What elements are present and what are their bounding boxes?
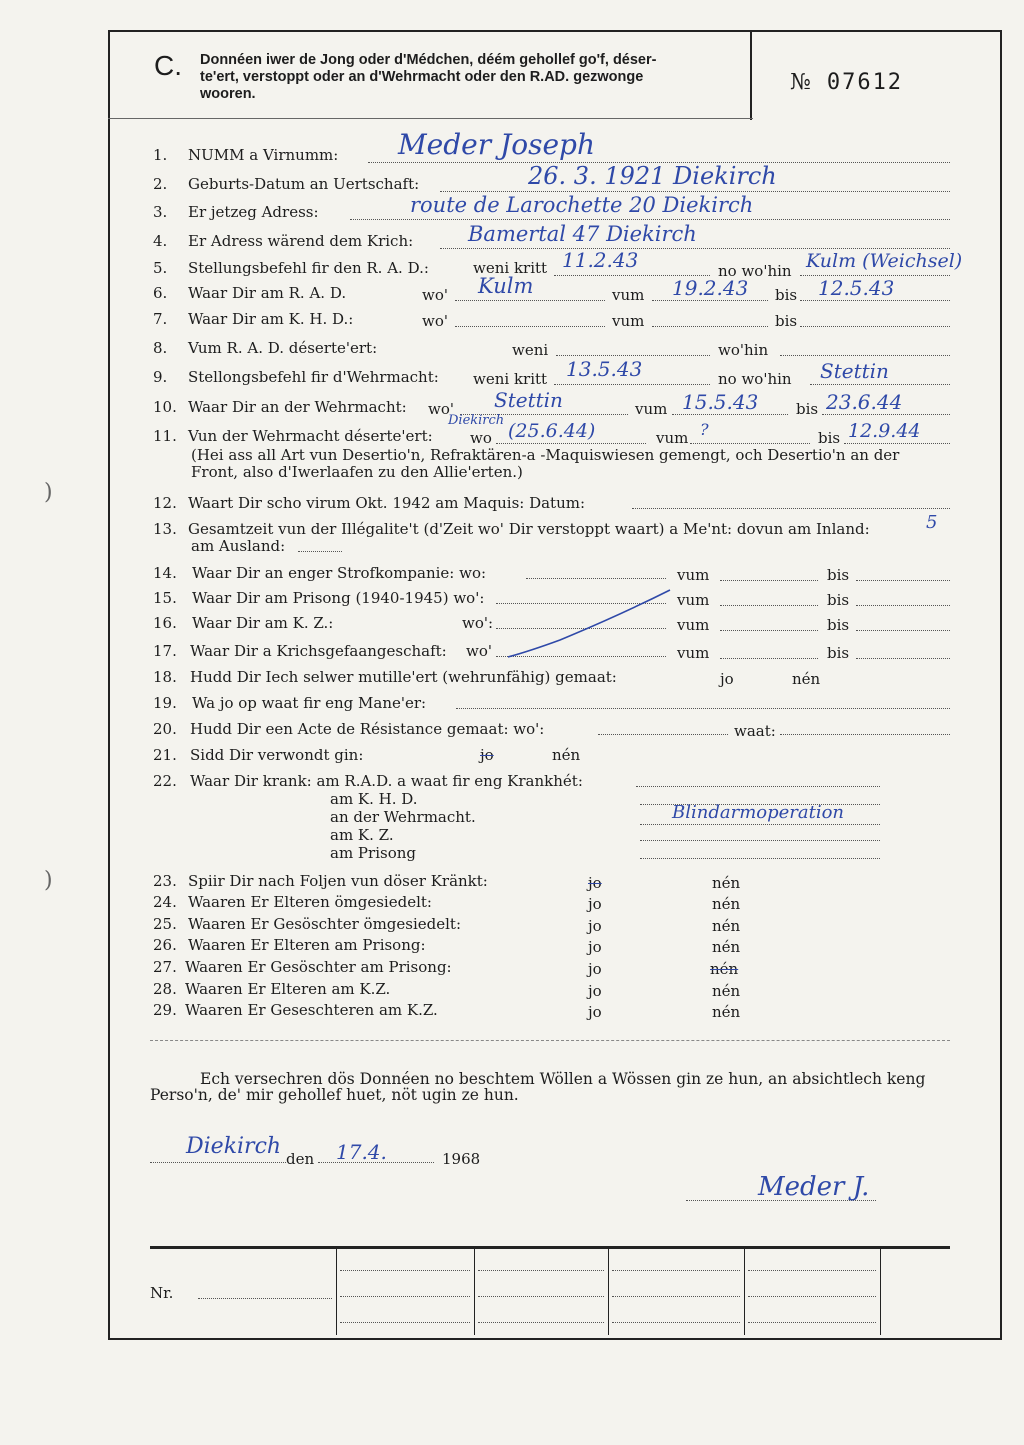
wehrmacht-order-date: 13.5.43: [566, 357, 643, 381]
where-label: wo': [422, 312, 448, 330]
table-top-border: [150, 1246, 950, 1249]
dotted-line: [612, 1296, 740, 1297]
abroad-label: am Ausland:: [191, 537, 286, 555]
until-label: bis: [796, 400, 819, 418]
binder-hole-mark: ): [44, 480, 53, 505]
resistance-label: Hudd Dir een Acte de Résistance gemaat: wo':: [190, 720, 545, 738]
what-label: waat:: [734, 722, 776, 740]
table-column-divider: [336, 1249, 337, 1335]
dotted-line: [612, 1270, 740, 1271]
date-value: 17.4.: [336, 1140, 387, 1164]
dotted-line: [748, 1322, 876, 1323]
dotted-line: [456, 708, 950, 709]
dotted-line: [496, 443, 646, 444]
no-option: nén: [712, 895, 741, 913]
siblings-prison-label: Waaren Er Gesöschter am Prisong:: [185, 958, 452, 976]
where-label: no wo'hin: [718, 370, 792, 388]
dotted-line: [340, 1270, 470, 1271]
desert-date: (25.6.44): [508, 420, 596, 442]
declaration-line-1: Ech versechren dös Donnéen no beschtem Wöllen a Wössen gin ze hun, an absichtlech keng: [200, 1070, 926, 1088]
yes-option: jo: [588, 960, 602, 978]
dotted-line: [856, 630, 950, 631]
row-number: 24.: [153, 893, 177, 911]
dotted-line: [478, 1296, 604, 1297]
address-value: route de Larochette 20 Diekirch: [410, 193, 754, 217]
row-number: 16.: [153, 614, 177, 632]
kz-label: Waar Dir am K. Z.:: [192, 614, 334, 632]
row-number: 1.: [153, 146, 168, 164]
until-label: bis: [775, 286, 798, 304]
row-number: 7.: [153, 310, 168, 328]
desertion-note-2: Front, also d'Iwerlaafen zu den Allie'erten.): [191, 463, 523, 481]
from-label: vum: [677, 591, 710, 609]
name-label: NUMM a Virnumm:: [188, 146, 339, 164]
dotted-line: [455, 300, 605, 301]
row-number: 11.: [153, 427, 177, 445]
dotted-line: [478, 1270, 604, 1271]
when-label: weni kritt: [473, 370, 548, 388]
dotted-line: [652, 300, 768, 301]
den-label: den: [286, 1150, 315, 1168]
until-label: bis: [775, 312, 798, 330]
wehrmacht-desert-label: Vun der Wehrmacht déserte'ert:: [188, 427, 433, 445]
rad-desert-label: Vum R. A. D. déserte'ert:: [188, 339, 378, 357]
where-label: no wo'hin: [718, 262, 792, 280]
dotted-line: [198, 1298, 332, 1299]
from-label: vum: [677, 566, 710, 584]
consequences-label: Spiir Dir nach Foljen vun döser Kränkt:: [188, 872, 488, 890]
name-value: Meder Joseph: [398, 128, 595, 161]
row-number: 15.: [153, 589, 177, 607]
dotted-line: [340, 1322, 470, 1323]
dotted-line: [690, 443, 810, 444]
declaration-line-2: Perso'n, de' mir gehollef huet, nöt ugin ze hun.: [150, 1086, 519, 1104]
from-label: vum: [612, 286, 645, 304]
sick-prison: am Prisong: [330, 844, 416, 862]
war-address-line: [440, 248, 950, 249]
no-option: nén: [712, 982, 741, 1000]
row-number: 20.: [153, 720, 177, 738]
until-label: bis: [827, 591, 850, 609]
rad-place: Kulm: [478, 274, 534, 298]
header-divider: [750, 30, 752, 120]
dotted-line: [720, 605, 818, 606]
no-option: nén: [792, 670, 821, 688]
binder-hole-mark: ): [44, 868, 53, 893]
no-option-struck: nén: [710, 960, 739, 978]
dotted-line: [844, 443, 950, 444]
row-number: 22.: [153, 772, 177, 790]
cross-out-stroke: [500, 585, 680, 660]
row-number: 17.: [153, 642, 177, 660]
row-number: 27.: [153, 958, 177, 976]
illegality-inland-value: 5: [926, 512, 938, 533]
dotted-line: [526, 578, 666, 579]
table-column-divider: [744, 1249, 745, 1335]
row-number: 14.: [153, 564, 177, 582]
row-number: 23.: [153, 872, 177, 890]
row-number: 21.: [153, 746, 177, 764]
yes-option-struck: jo: [588, 874, 602, 892]
dotted-line: [720, 630, 818, 631]
dotted-line: [652, 326, 768, 327]
illegality-label: Gesamtzeit vun der Illégalite't (d'Zeit wo' Dir verstoppt waart) a Me'nt: dovun am Inland:: [188, 520, 870, 538]
dotted-line: [340, 1296, 470, 1297]
yes-option: jo: [720, 670, 734, 688]
row-number: 10.: [153, 398, 177, 416]
dotted-line: [748, 1296, 876, 1297]
yes-option: jo: [588, 1003, 602, 1021]
war-address-value: Bamertal 47 Diekirch: [468, 222, 697, 246]
dotted-line: [478, 1322, 604, 1323]
maquis-label: Waart Dir scho virum Okt. 1942 am Maquis: Datum:: [188, 494, 586, 512]
sick-wehrmacht-value: Blindarmoperation: [672, 802, 845, 823]
dotted-line: [810, 384, 950, 385]
dotted-line: [640, 824, 880, 825]
row-number: 18.: [153, 668, 177, 686]
row-number: 28.: [153, 980, 177, 998]
wehrmacht-place: Stettin: [494, 388, 563, 412]
dotted-line: [780, 355, 950, 356]
row-number: 9.: [153, 368, 168, 386]
until-label: bis: [827, 616, 850, 634]
no-option: nén: [552, 746, 581, 764]
rad-label: Waar Dir am R. A. D.: [188, 284, 347, 302]
sick-wehrmacht: an der Wehrmacht.: [330, 808, 476, 826]
rad-order-date: 11.2.43: [562, 248, 639, 272]
sick-label: Waar Dir krank: am R.A.D. a waat fir eng Krankhét:: [190, 772, 583, 790]
desert-place: Diekirch: [448, 413, 505, 428]
place-value: Diekirch: [186, 1134, 282, 1159]
war-address-label: Er Adress wärend dem Krich:: [188, 232, 414, 250]
row-number: 3.: [153, 203, 168, 221]
where-label: wo': [466, 642, 492, 660]
parents-resettled-label: Waaren Er Elteren ömgesiedelt:: [188, 893, 432, 911]
desertion-note-1: (Hei ass all Art vun Desertio'n, Refraktären-a -Maquiswiesen gemengt, och Desertio'n an der: [191, 446, 900, 464]
rad-until: 12.5.43: [818, 276, 895, 300]
dotted-line: [720, 580, 818, 581]
punishment-company-label: Waar Dir an enger Strofkompanie: wo:: [192, 564, 487, 582]
until-label: bis: [827, 644, 850, 662]
dotted-line: [640, 858, 880, 859]
dotted-line: [455, 326, 605, 327]
table-column-divider: [608, 1249, 609, 1335]
pow-label: Waar Dir a Krichsgefaangeschaft:: [190, 642, 447, 660]
until-label: bis: [827, 566, 850, 584]
yes-option: jo: [588, 917, 602, 935]
row-number: 19.: [153, 694, 177, 712]
dotted-line: [748, 1270, 876, 1271]
when-label: weni kritt: [473, 259, 548, 277]
nr-label: Nr.: [150, 1284, 174, 1302]
where-label: wo'hin: [718, 341, 769, 359]
parents-prison-label: Waaren Er Elteren am Prisong:: [188, 936, 426, 954]
dotted-line: [632, 508, 950, 509]
desert-until: 12.9.44: [848, 420, 921, 442]
row-number: 6.: [153, 284, 168, 302]
dotted-line: [780, 734, 950, 735]
birth-label: Geburts-Datum an Uertschaft:: [188, 175, 420, 193]
where-label: wo':: [462, 614, 494, 632]
row-number: 12.: [153, 494, 177, 512]
manner-label: Wa jo op waat fir eng Mane'er:: [192, 694, 427, 712]
from-label: vum: [677, 644, 710, 662]
row-number: 25.: [153, 915, 177, 933]
table-column-divider: [880, 1249, 881, 1335]
dotted-line: [672, 414, 788, 415]
row-number: 2.: [153, 175, 168, 193]
wehrmacht-from: 15.5.43: [682, 390, 759, 414]
yes-option: jo: [588, 895, 602, 913]
dotted-line: [822, 414, 950, 415]
dotted-line: [640, 840, 880, 841]
no-option: nén: [712, 1003, 741, 1021]
from-label: vum: [612, 312, 645, 330]
sick-khd: am K. H. D.: [330, 790, 418, 808]
parents-kz-label: Waaren Er Elteren am K.Z.: [185, 980, 391, 998]
dotted-line: [800, 300, 950, 301]
dotted-line: [720, 658, 818, 659]
sick-kz: am K. Z.: [330, 826, 394, 844]
address-line: [350, 219, 950, 220]
dotted-line: [598, 734, 728, 735]
dotted-line: [612, 1322, 740, 1323]
birth-value: 26. 3. 1921 Diekirch: [528, 162, 777, 190]
row-number: 26.: [153, 936, 177, 954]
where-label: wo': [428, 400, 454, 418]
wehrmacht-order-label: Stellongsbefehl fir d'Wehrmacht:: [188, 368, 439, 386]
from-label: vum: [656, 429, 689, 447]
from-label: vum: [677, 616, 710, 634]
table-column-divider: [474, 1249, 475, 1335]
where-label: wo': [422, 286, 448, 304]
row-number: 13.: [153, 520, 177, 538]
rad-order-place: Kulm (Weichsel): [806, 250, 963, 272]
dotted-line: [150, 1162, 286, 1163]
dotted-line: [856, 580, 950, 581]
rad-order-label: Stellungsbefehl fir den R. A. D.:: [188, 259, 429, 277]
year: 1968: [442, 1150, 481, 1168]
no-option: nén: [712, 917, 741, 935]
row-number: 5.: [153, 259, 168, 277]
desert-from: ?: [700, 420, 709, 439]
section-letter: C.: [154, 50, 182, 81]
siblings-kz-label: Waaren Er Geseschteren am K.Z.: [185, 1001, 438, 1019]
wounded-label: Sidd Dir verwondt gin:: [190, 746, 364, 764]
khd-label: Waar Dir am K. H. D.:: [188, 310, 354, 328]
row-number: 4.: [153, 232, 168, 250]
yes-option-struck: jo: [480, 746, 494, 764]
rad-from: 19.2.43: [672, 276, 749, 300]
yes-option: jo: [588, 982, 602, 1000]
yes-option: jo: [588, 938, 602, 956]
dotted-line: [856, 658, 950, 659]
when-label: weni: [512, 341, 549, 359]
siblings-resettled-label: Waaren Er Gesöschter ömgesiedelt:: [188, 915, 462, 933]
no-option: nén: [712, 874, 741, 892]
form-title: Donnéen iwer de Jong oder d'Médchen, déém gehollef go'f, déser- te'ert, verstoppt oder an d'Wehrmacht oder den R.AD. gezwonge wooren.: [200, 52, 657, 102]
separator: [150, 1040, 950, 1041]
row-number: 8.: [153, 339, 168, 357]
mutilation-label: Hudd Dir Iech selwer mutille'ert (wehrunfähig) gemaat:: [190, 668, 617, 686]
row-number: 29.: [153, 1001, 177, 1019]
dotted-line: [636, 786, 880, 787]
dotted-line: [800, 326, 950, 327]
dotted-line: [856, 605, 950, 606]
from-label: vum: [635, 400, 668, 418]
wehrmacht-label: Waar Dir an der Wehrmacht:: [188, 398, 407, 416]
wehrmacht-order-place: Stettin: [820, 359, 889, 383]
form-number: № 07612: [790, 70, 904, 95]
dotted-line: [554, 384, 710, 385]
until-label: bis: [818, 429, 841, 447]
where-label: wo: [470, 429, 492, 447]
address-label: Er jetzeg Adress:: [188, 203, 319, 221]
prison-label: Waar Dir am Prisong (1940-1945) wo':: [192, 589, 485, 607]
wehrmacht-until: 23.6.44: [826, 390, 903, 414]
no-option: nén: [712, 938, 741, 956]
dotted-line: [556, 355, 710, 356]
dotted-line: [298, 551, 342, 552]
signature: Meder J.: [758, 1172, 870, 1202]
birth-line: [440, 191, 950, 192]
header-underline: [108, 118, 753, 119]
